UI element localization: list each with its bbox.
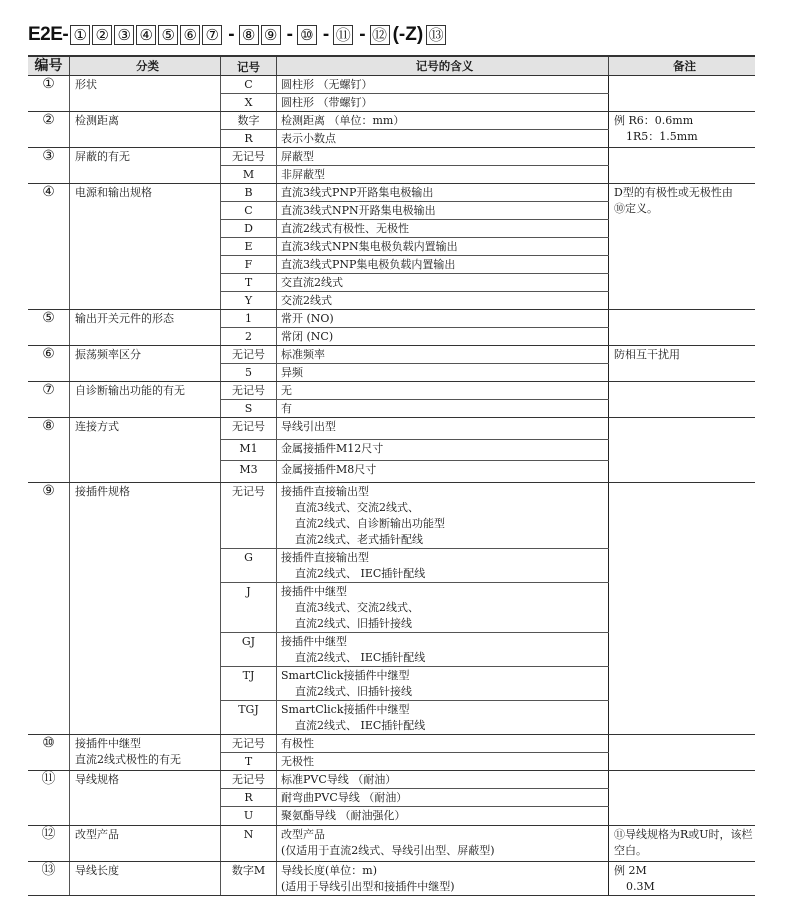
table-row — [28, 112, 755, 130]
meaning-cell — [277, 202, 609, 220]
table-row — [28, 346, 755, 364]
note-cell — [609, 735, 756, 771]
symbol-cell: G — [221, 549, 277, 583]
meaning-cell — [277, 753, 609, 771]
code-box-13: ⑬ — [426, 25, 446, 45]
category-text: 电源和输出规格 — [75, 186, 152, 199]
meaning-line: 无极性 — [281, 755, 314, 768]
symbol-cell: C — [221, 202, 277, 220]
meaning-line: 屏蔽型 — [281, 150, 314, 163]
symbol-cell: R — [221, 130, 277, 148]
symbol-cell: 1 — [221, 310, 277, 328]
meaning-line: 直流2线式、 IEC插针配线 — [295, 567, 426, 580]
category-line: 接插件中继型 — [75, 737, 141, 750]
note-line: 例 R6：0.6mm — [614, 114, 694, 127]
meaning-line: SmartClick接插件中继型 — [281, 703, 410, 716]
meaning-line: 聚氨酯导线 （耐油强化） — [281, 809, 406, 822]
meaning-line: 直流3线式、交流2线式、 — [295, 601, 419, 614]
note-line: ⑩定义。 — [614, 202, 658, 215]
note-cell — [609, 76, 756, 112]
symbol-cell: Y — [221, 292, 277, 310]
meaning-cell — [277, 701, 609, 735]
meaning-line: 接插件中继型 — [281, 635, 347, 648]
meaning-line: 接插件中继型 — [281, 585, 347, 598]
symbol-cell: N — [221, 826, 277, 862]
symbol-cell: R — [221, 789, 277, 807]
meaning-line: 非屏蔽型 — [281, 168, 325, 181]
meaning-line: SmartClick接插件中继型 — [281, 669, 410, 682]
table-row — [28, 735, 755, 753]
symbol-cell: TGJ — [221, 701, 277, 735]
meaning-line: 有 — [281, 402, 292, 415]
note-cell — [609, 112, 756, 148]
meaning-cell — [277, 826, 609, 862]
category-text: 自诊断输出功能的有无 — [75, 384, 185, 397]
meaning-line: 接插件直接输出型 — [281, 485, 369, 498]
symbol-cell: 无记号 — [221, 483, 277, 549]
meaning-line: 无 — [281, 384, 292, 397]
separator: - — [322, 24, 330, 45]
note-line: 防相互干扰用 — [614, 348, 680, 361]
meaning-cell — [277, 166, 609, 184]
symbol-cell: 无记号 — [221, 346, 277, 364]
symbol-cell: M3 — [221, 461, 277, 483]
note-cell — [609, 184, 756, 310]
meaning-cell — [277, 735, 609, 753]
code-box-3: ③ — [114, 25, 134, 45]
code-box-5: ⑤ — [158, 25, 178, 45]
table-row — [28, 862, 755, 896]
meaning-cell — [277, 440, 609, 461]
meaning-cell — [277, 862, 609, 896]
table-row — [28, 76, 755, 94]
note-line: 0.3M — [626, 880, 655, 893]
category-text: 振荡频率区分 — [75, 348, 141, 361]
item-category — [70, 483, 221, 735]
symbol-cell: T — [221, 274, 277, 292]
symbol-cell: 无记号 — [221, 771, 277, 789]
meaning-cell — [277, 328, 609, 346]
meaning-cell — [277, 583, 609, 633]
meaning-line: 检测距离 （单位：mm） — [281, 114, 405, 127]
meaning-cell — [277, 549, 609, 583]
meaning-line: 直流2线式、 IEC插针配线 — [295, 719, 426, 732]
meaning-line: 标准PVC导线 （耐油） — [281, 773, 397, 786]
meaning-line: 直流3线式、交流2线式、 — [295, 501, 419, 514]
header-num: 编号 — [28, 56, 70, 76]
meaning-cell — [277, 346, 609, 364]
table-row — [28, 418, 755, 440]
meaning-line: 导线引出型 — [281, 420, 336, 433]
meaning-line: 直流3线式NPN集电极负载内置输出 — [281, 240, 458, 253]
note-cell — [609, 382, 756, 418]
code-box-8: ⑧ — [239, 25, 259, 45]
item-category — [70, 418, 221, 483]
meaning-line: 常开 (NO) — [281, 312, 334, 325]
table-body — [28, 76, 755, 896]
meaning-line: 直流2线式、 IEC插针配线 — [295, 651, 426, 664]
symbol-cell: 无记号 — [221, 418, 277, 440]
meaning-line: 直流3线式PNP集电极负载内置输出 — [281, 258, 456, 271]
item-number: ⑤ — [28, 310, 70, 346]
item-category — [70, 862, 221, 896]
symbol-cell: X — [221, 94, 277, 112]
code-box-2: ② — [92, 25, 112, 45]
note-cell — [609, 862, 756, 896]
symbol-cell: GJ — [221, 633, 277, 667]
symbol-cell: C — [221, 76, 277, 94]
symbol-cell: J — [221, 583, 277, 633]
meaning-line: 交直流2线式 — [281, 276, 343, 289]
meaning-line: 标准频率 — [281, 348, 325, 361]
item-number: ⑦ — [28, 382, 70, 418]
code-box-9: ⑨ — [261, 25, 281, 45]
table-row — [28, 382, 755, 400]
category-text: 连接方式 — [75, 420, 119, 433]
item-category — [70, 735, 221, 771]
meaning-line: 有极性 — [281, 737, 314, 750]
table-row — [28, 310, 755, 328]
table-row — [28, 148, 755, 166]
meaning-cell — [277, 94, 609, 112]
item-category — [70, 76, 221, 112]
note-cell — [609, 483, 756, 735]
item-number: ① — [28, 76, 70, 112]
item-category — [70, 826, 221, 862]
code-box-11: ⑪ — [333, 25, 353, 45]
item-number: ④ — [28, 184, 70, 310]
note-line: 例 2M — [614, 864, 647, 877]
note-cell — [609, 148, 756, 184]
z-suffix: (-Z) — [392, 24, 424, 45]
meaning-cell — [277, 148, 609, 166]
meaning-line: 金属接插件M8尺寸 — [281, 463, 377, 476]
meaning-cell — [277, 807, 609, 826]
symbol-cell: 5 — [221, 364, 277, 382]
meaning-line: 圆柱形 （带螺钉） — [281, 96, 373, 109]
category-text: 屏蔽的有无 — [75, 150, 130, 163]
item-number: ⑨ — [28, 483, 70, 735]
item-category — [70, 112, 221, 148]
table-header-row — [28, 56, 755, 76]
meaning-line: 直流2线式、旧插针接线 — [295, 617, 412, 630]
model-prefix: E2E- — [28, 24, 69, 45]
meaning-line: 异频 — [281, 366, 303, 379]
meaning-line: 常闭 (NC) — [281, 330, 334, 343]
meaning-line: 耐弯曲PVC导线 （耐油） — [281, 791, 408, 804]
header-symbol: 记号 — [221, 56, 277, 76]
symbol-cell: B — [221, 184, 277, 202]
table-row — [28, 771, 755, 789]
note-line: 空白。 — [614, 844, 647, 857]
category-text: 导线长度 — [75, 864, 119, 877]
item-category — [70, 382, 221, 418]
meaning-cell — [277, 112, 609, 130]
meaning-line: 交流2线式 — [281, 294, 332, 307]
symbol-cell: 数字 — [221, 112, 277, 130]
symbol-cell: D — [221, 220, 277, 238]
meaning-line: 直流2线式、旧插针接线 — [295, 685, 412, 698]
meaning-cell — [277, 310, 609, 328]
symbol-cell: T — [221, 753, 277, 771]
meaning-cell — [277, 76, 609, 94]
meaning-cell — [277, 382, 609, 400]
meaning-cell — [277, 418, 609, 440]
item-number: ⑬ — [28, 862, 70, 896]
code-box-1: ① — [70, 25, 90, 45]
symbol-cell: 无记号 — [221, 735, 277, 753]
meaning-line: 直流2线式有极性、无极性 — [281, 222, 409, 235]
meaning-line: 接插件直接输出型 — [281, 551, 369, 564]
meaning-cell — [277, 220, 609, 238]
table-row — [28, 184, 755, 202]
item-category — [70, 310, 221, 346]
symbol-cell: E — [221, 238, 277, 256]
separator: - — [359, 24, 366, 45]
meaning-cell — [277, 400, 609, 418]
meaning-cell — [277, 633, 609, 667]
symbol-cell: M1 — [221, 440, 277, 461]
item-number: ⑩ — [28, 735, 70, 771]
meaning-line: 改型产品 — [281, 828, 325, 841]
item-number: ⑥ — [28, 346, 70, 382]
code-box-12: ⑫ — [370, 25, 390, 45]
note-line: 1R5：1.5mm — [626, 130, 698, 143]
meaning-line: 表示小数点 — [281, 132, 336, 145]
header-category: 分类 — [70, 56, 221, 76]
meaning-line: 直流3线式PNP开路集电极输出 — [281, 186, 434, 199]
meaning-cell — [277, 483, 609, 549]
meaning-cell — [277, 130, 609, 148]
note-cell — [609, 346, 756, 382]
item-number: ⑧ — [28, 418, 70, 483]
item-number: ③ — [28, 148, 70, 184]
category-text: 输出开关元件的形态 — [75, 312, 174, 325]
symbol-cell: TJ — [221, 667, 277, 701]
table-row — [28, 826, 755, 862]
code-box-10: ⑩ — [297, 25, 317, 45]
category-text: 接插件规格 — [75, 485, 130, 498]
meaning-line: 导线长度(单位：m) — [281, 864, 378, 877]
item-category — [70, 771, 221, 826]
meaning-cell — [277, 274, 609, 292]
item-number: ② — [28, 112, 70, 148]
header-note: 备注 — [609, 56, 756, 76]
meaning-cell — [277, 771, 609, 789]
symbol-cell: S — [221, 400, 277, 418]
symbol-cell: 2 — [221, 328, 277, 346]
meaning-line: 直流2线式、老式插针配线 — [295, 533, 423, 546]
note-cell — [609, 826, 756, 862]
code-box-7: ⑦ — [202, 25, 222, 45]
symbol-cell: U — [221, 807, 277, 826]
symbol-cell: 无记号 — [221, 382, 277, 400]
meaning-line: (适用于导线引出型和接插件中继型) — [281, 880, 455, 893]
meaning-line: 圆柱形 （无螺钉） — [281, 78, 373, 91]
note-cell — [609, 310, 756, 346]
item-number: ⑫ — [28, 826, 70, 862]
table-row — [28, 483, 755, 549]
code-box-6: ⑥ — [180, 25, 200, 45]
symbol-cell: F — [221, 256, 277, 274]
separator: - — [286, 24, 293, 45]
note-cell — [609, 418, 756, 483]
category-text: 导线规格 — [75, 773, 119, 786]
meaning-line: 直流2线式、自诊断输出功能型 — [295, 517, 445, 530]
item-category — [70, 346, 221, 382]
category-line: 直流2线式极性的有无 — [75, 753, 181, 766]
model-code-table — [28, 55, 755, 896]
note-line: D型的有极性或无极性由 — [614, 186, 733, 199]
meaning-cell — [277, 364, 609, 382]
meaning-cell — [277, 789, 609, 807]
item-category — [70, 148, 221, 184]
meaning-line: 金属接插件M12尺寸 — [281, 442, 384, 455]
code-box-4: ④ — [136, 25, 156, 45]
meaning-cell — [277, 238, 609, 256]
category-text: 形状 — [75, 78, 97, 91]
item-category — [70, 184, 221, 310]
symbol-cell: 无记号 — [221, 148, 277, 166]
model-code-title — [28, 22, 448, 48]
category-text: 改型产品 — [75, 828, 119, 841]
category-text: 检测距离 — [75, 114, 119, 127]
symbol-cell: 数字M — [221, 862, 277, 896]
separator: - — [228, 24, 235, 45]
note-cell — [609, 771, 756, 826]
header-meaning: 记号的含义 — [277, 56, 609, 76]
meaning-cell — [277, 461, 609, 483]
meaning-cell — [277, 292, 609, 310]
symbol-cell: M — [221, 166, 277, 184]
item-number: ⑪ — [28, 771, 70, 826]
meaning-cell — [277, 184, 609, 202]
note-line: ⑪导线规格为R或U时，该栏 — [614, 828, 753, 841]
meaning-cell — [277, 256, 609, 274]
meaning-line: (仅适用于直流2线式、导线引出型、屏蔽型) — [281, 844, 495, 857]
meaning-cell — [277, 667, 609, 701]
meaning-line: 直流3线式NPN开路集电极输出 — [281, 204, 436, 217]
